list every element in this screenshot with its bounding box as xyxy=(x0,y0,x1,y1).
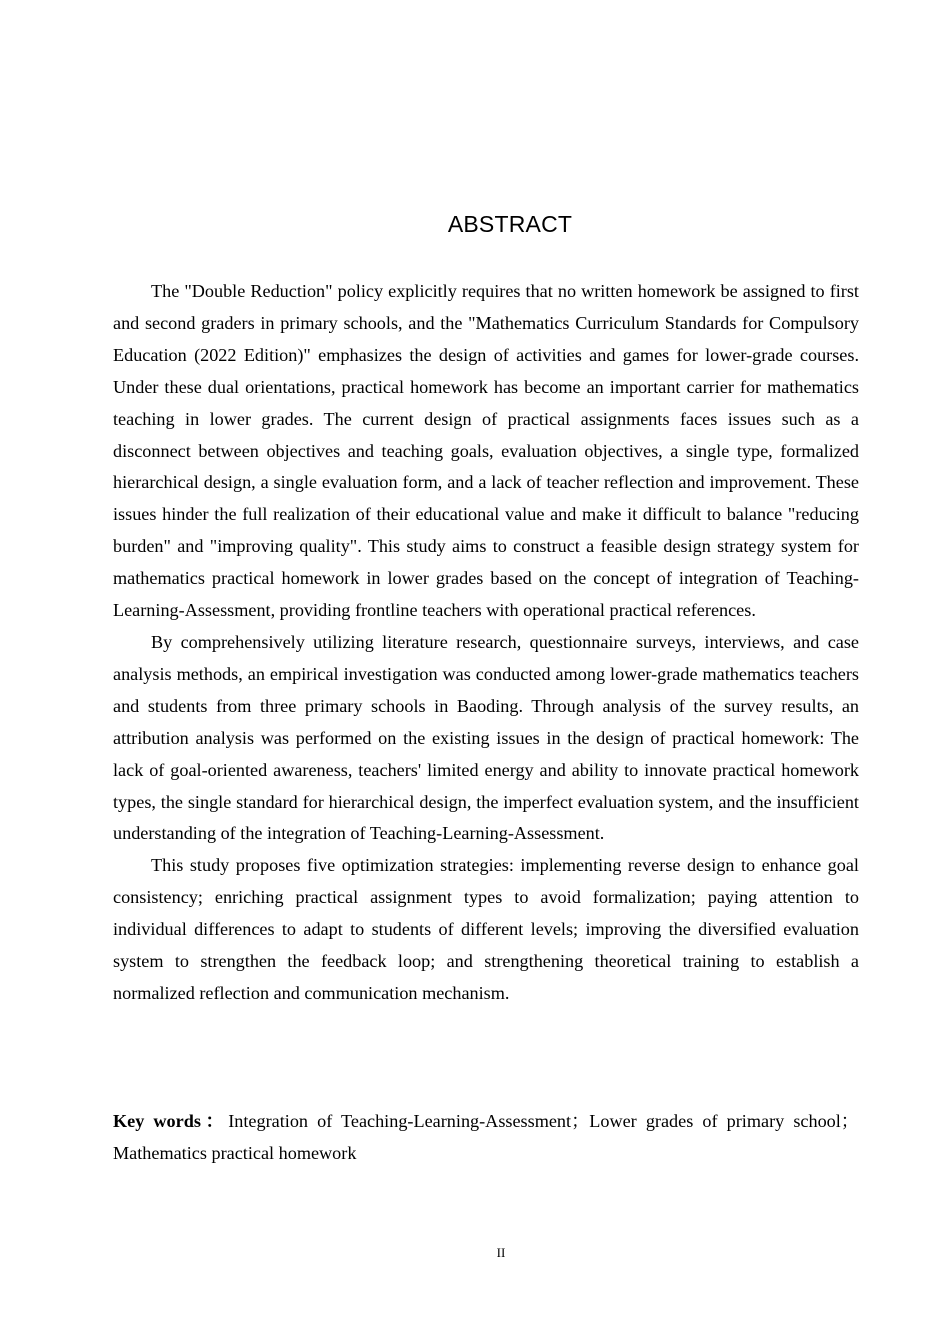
abstract-paragraph-1: The "Double Reduction" policy explicitly requires that no written homework be assigned to first and second graders in primary schools, and the "Mathematics Curriculum Standards for Compulsory Education (2022 Edition)" emphasizes the design of activities and games for lower-grade courses. Under these dual orientations, practical homework has become an important carrier for mathematics teaching in lower grades. The current design of practical assignments faces issues such as a disconnect between objectives and teaching goals, evaluation objectives, a single type, formalized hierarchical design, a single evaluation form, and a lack of teacher reflection and improvement. These issues hinder the full realization of their educational value and make it difficult to balance "reducing burden" and "improving quality". This study aims to construct a feasible design strategy system for mathematics practical homework in lower grades based on the concept of integration of Teaching-Learning-Assessment, providing frontline teachers with operational practical references. xyxy=(113,281,859,621)
keywords-text: Integration of Teaching-Learning-Assessment；Lower grades of primary school；Mathematics practical homework xyxy=(113,1111,859,1163)
page-number: II xyxy=(496,1245,506,1260)
abstract-body xyxy=(113,276,859,1010)
abstract-paragraph-3: This study proposes five optimization strategies: implementing reverse design to enhance goal consistency; enriching practical assignment types to avoid formalization; paying attention to individual differences to adapt to students of different levels; improving the diversified evaluation system to strengthen the feedback loop; and strengthening theoretical training to establish a normalized reflection and communication mechanism. xyxy=(113,855,859,1003)
page-title: ABSTRACT xyxy=(447,211,573,237)
keywords-label: Key words： xyxy=(113,1111,229,1131)
keywords-section xyxy=(113,1106,859,1170)
abstract-paragraph-2: By comprehensively utilizing literature research, questionnaire surveys, interviews, and case analysis methods, an empirical investigation was conducted among lower-grade mathematics teachers and students from three primary schools in Baoding. Through analysis of the survey results, an attribution analysis was performed on the existing issues in the design of practical homework: The lack of goal-oriented awareness, teachers' limited energy and ability to innovate practical homework types, the single standard for hierarchical design, the imperfect evaluation system, and the insufficient understanding of the integration of Teaching-Learning-Assessment. xyxy=(113,631,859,844)
